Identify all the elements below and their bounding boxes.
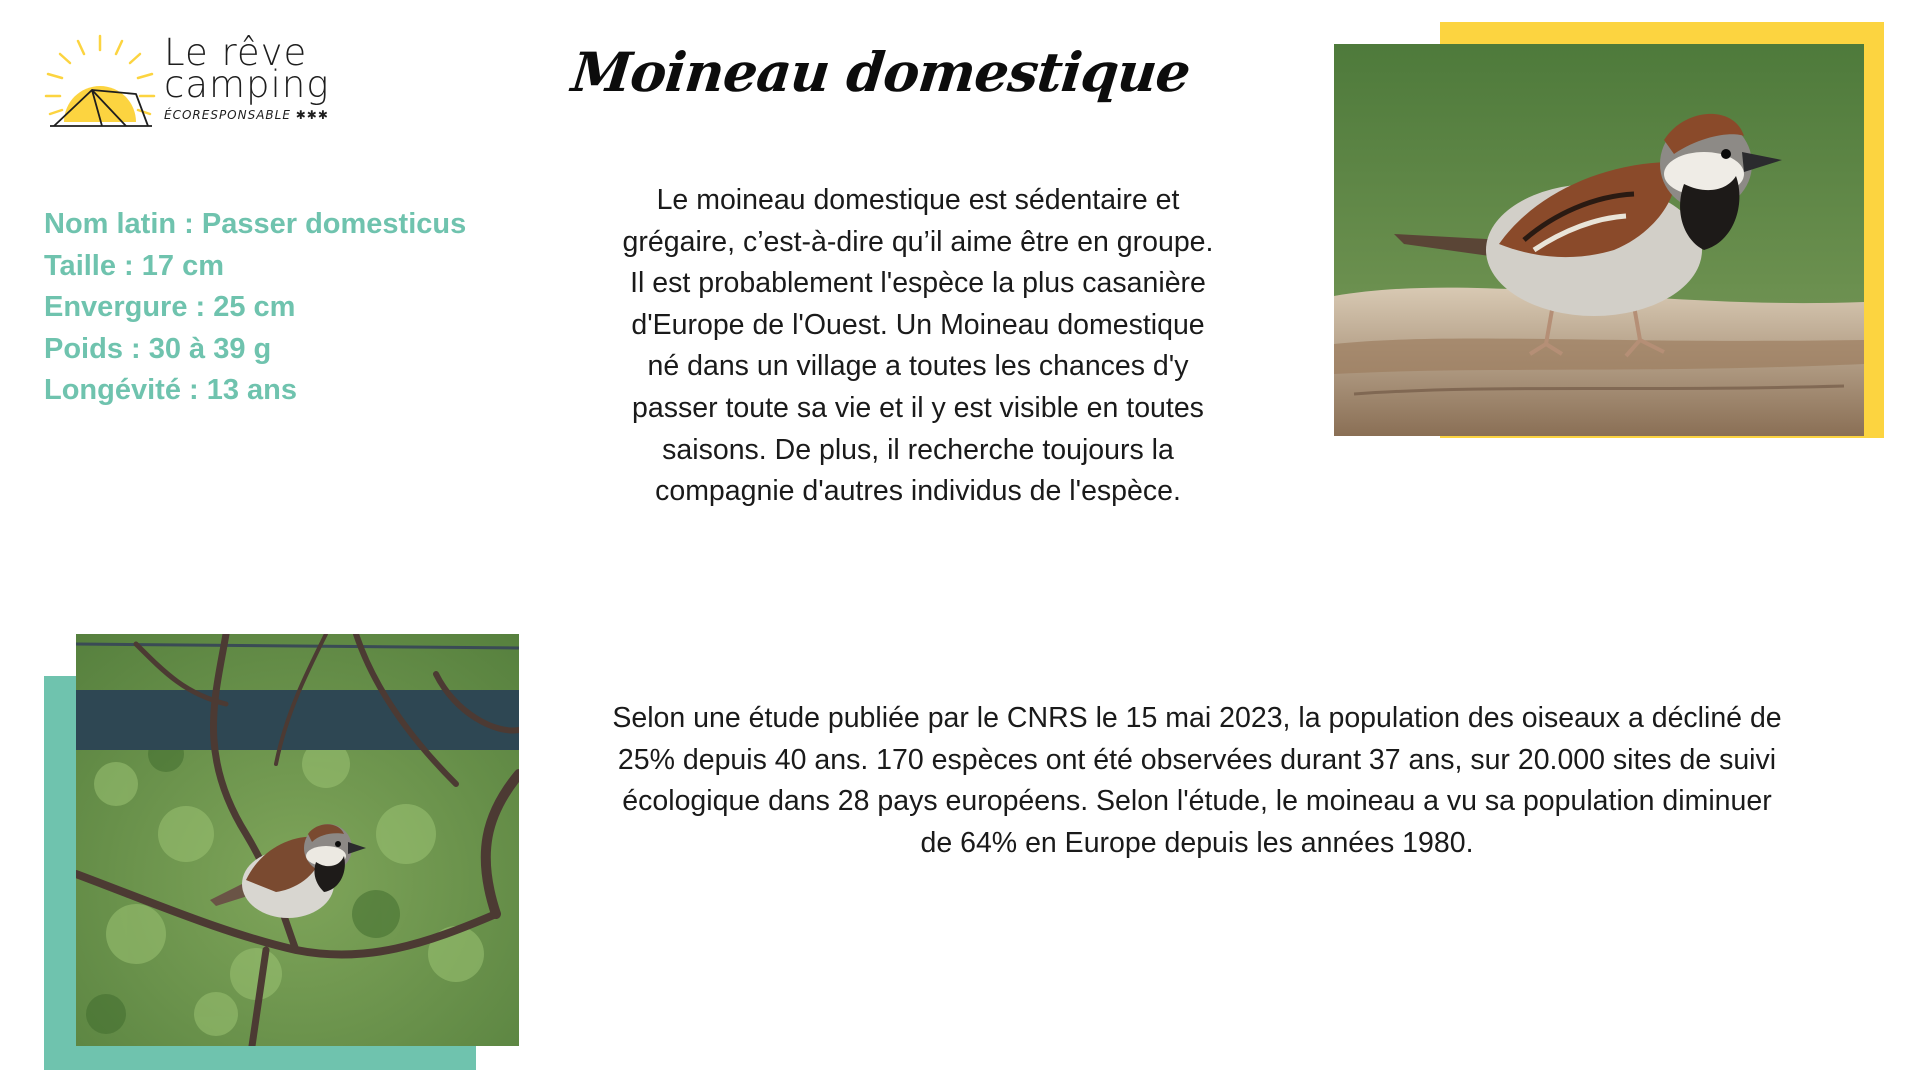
sparrow-on-rock-image	[1334, 44, 1864, 436]
logo	[40, 30, 360, 130]
fact-size: Taille : 17 cm	[44, 249, 224, 282]
brand-tagline: ÉCORESPONSABLE ✱✱✱	[164, 108, 329, 122]
fact-wingspan: Envergure : 25 cm	[44, 291, 296, 324]
page-title: Moineau domestique	[568, 40, 1193, 104]
sparrow-photo-on-branch	[76, 634, 519, 1046]
brand-name-line1: Le rêve	[164, 31, 308, 74]
sun-tent-logo-icon	[40, 30, 160, 130]
description-paragraph: Le moineau domestique est sédentaire et grégaire, c’est-à-dire qu’il aime être en groupe. Il est probablement l'espèce la plus casanière d'Europe de l'Ouest. Un Moineau domestique né dans un village a toutes les chances d'y passer toute sa vie et il y est visible en toutes saisons. De plus, il recherche toujours la compagnie d'autres individus de l'espèce.	[622, 184, 1214, 508]
fact-latin-name: Nom latin : Passer domesticus	[44, 208, 467, 240]
brand-name-line2: camping	[164, 63, 330, 106]
sparrow-on-branch-image	[76, 634, 519, 1046]
sparrow-photo-on-rock	[1334, 44, 1864, 436]
facts-list	[44, 204, 524, 412]
study-paragraph: Selon une étude publiée par le CNRS le 15 mai 2023, la population des oiseaux a décliné de 25% depuis 40 ans. 170 espèces ont été observées durant 37 ans, sur 20.000 sites de suivi écologique dans 28 pays européens. Selon l'étude, le moineau a vu sa population diminuer de 64% en Europe depuis les années 1980.	[612, 702, 1782, 859]
fact-longevity: Longévité : 13 ans	[44, 374, 298, 407]
fact-weight: Poids : 30 à 39 g	[44, 332, 272, 365]
